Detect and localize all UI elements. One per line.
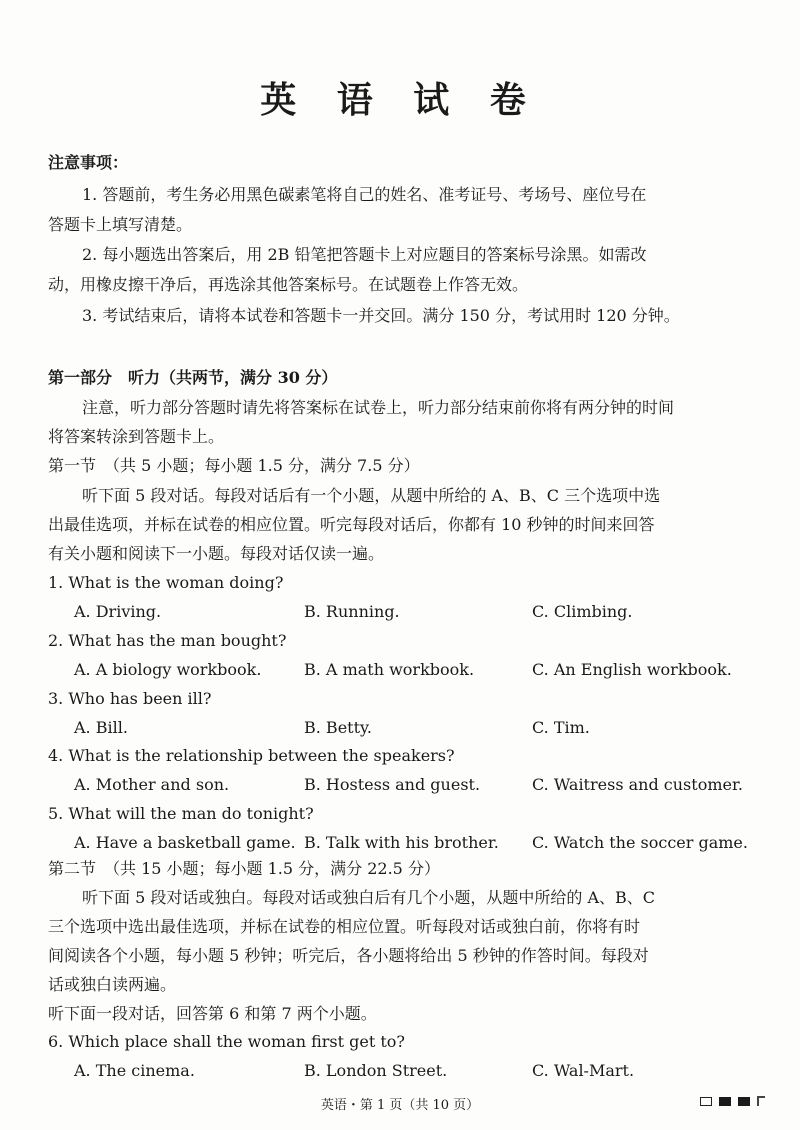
part1-note: 注意，听力部分答题时请先将答案标在试卷上，听力部分结束前你将有两分钟的时间 bbox=[82, 398, 675, 417]
q5-option-b: B. Talk with his brother. bbox=[304, 833, 499, 852]
notice-item-2: 2. 每小题选出答案后，用 2B 铅笔把答题卡上对应题目的答案标号涂黑。如需改 bbox=[82, 245, 647, 264]
page-footer: 英语・第 1 页（共 10 页） bbox=[320, 1098, 480, 1113]
q4-option-a: A. Mother and son. bbox=[74, 775, 230, 794]
section2-instructions-4: 话或独白读两遍。 bbox=[48, 975, 177, 994]
page-title: 英 语 试 卷 bbox=[260, 79, 540, 121]
question-2: 2. What has the man bought? bbox=[48, 631, 287, 650]
question-1: 1. What is the woman doing? bbox=[48, 573, 284, 592]
q6-option-c: C. Wal-Mart. bbox=[532, 1061, 635, 1080]
q6-option-b: B. London Street. bbox=[304, 1061, 448, 1080]
section1-instructions-cont: 出最佳选项，并标在试卷的相应位置。听完每段对话后，你都有 10 秒钟的时间来回答 bbox=[48, 515, 655, 534]
q1-option-c: C. Climbing. bbox=[532, 602, 633, 621]
filled-square-mark bbox=[719, 1097, 731, 1106]
registration-marks bbox=[700, 1096, 765, 1106]
section2-instructions-3: 间阅读各个小题，每小题 5 秒钟；听完后，各小题将给出 5 秒钟的作答时间。每段对 bbox=[48, 946, 649, 965]
section1-heading: 第一节 （共 5 小题；每小题 1.5 分，满分 7.5 分） bbox=[48, 456, 420, 475]
notice-item-2-cont: 动，用橡皮擦干净后，再选涂其他答案标号。在试题卷上作答无效。 bbox=[48, 275, 529, 294]
q5-option-a: A. Have a basketball game. bbox=[74, 833, 296, 852]
notice-heading: 注意事项： bbox=[48, 153, 129, 172]
section1-instructions-end: 有关小题和阅读下一小题。每段对话仅读一遍。 bbox=[48, 544, 385, 563]
question-5: 5. What will the man do tonight? bbox=[48, 804, 314, 823]
section2-instructions-2: 三个选项中选出最佳选项，并标在试卷的相应位置。听每段对话或独白前，你将有时 bbox=[48, 917, 641, 936]
q4-option-c: C. Waitress and customer. bbox=[532, 775, 743, 794]
q3-option-b: B. Betty. bbox=[304, 718, 373, 737]
section1-instructions: 听下面 5 段对话。每段对话后有一个小题，从题中所给的 A、B、C 三个选项中选 bbox=[82, 486, 661, 505]
notice-item-3: 3. 考试结束后，请将本试卷和答题卡一并交回。满分 150 分，考试用时 120 分钟。 bbox=[82, 306, 680, 325]
question-6: 6. Which place shall the woman first get to? bbox=[48, 1032, 405, 1051]
open-square-mark bbox=[700, 1097, 712, 1106]
q2-option-a: A. A biology workbook. bbox=[74, 660, 262, 679]
question-4: 4. What is the relationship between the speakers? bbox=[48, 746, 455, 765]
q3-option-c: C. Tim. bbox=[532, 718, 590, 737]
part1-note-cont: 将答案转涂到答题卡上。 bbox=[48, 427, 225, 446]
filled-square-mark bbox=[738, 1097, 750, 1106]
notice-item-1: 1. 答题前，考生务必用黑色碳素笔将自己的姓名、准考证号、考场号、座位号在 bbox=[82, 185, 647, 204]
question-3: 3. Who has been ill? bbox=[48, 689, 212, 708]
part1-heading: 第一部分 听力（共两节，满分 30 分） bbox=[48, 368, 338, 387]
corner-mark bbox=[757, 1096, 765, 1106]
q5-option-c: C. Watch the soccer game. bbox=[532, 833, 748, 852]
q6-option-a: A. The cinema. bbox=[74, 1061, 195, 1080]
notice-item-1-cont: 答题卡上填写清楚。 bbox=[48, 215, 193, 234]
section2-heading: 第二节 （共 15 小题；每小题 1.5 分，满分 22.5 分） bbox=[48, 859, 440, 878]
section2-instructions: 听下面 5 段对话或独白。每段对话或独白后有几个小题，从题中所给的 A、B、C bbox=[82, 888, 655, 907]
q2-option-c: C. An English workbook. bbox=[532, 660, 732, 679]
q1-option-a: A. Driving. bbox=[74, 602, 162, 621]
q4-option-b: B. Hostess and guest. bbox=[304, 775, 481, 794]
q2-option-b: B. A math workbook. bbox=[304, 660, 475, 679]
q1-option-b: B. Running. bbox=[304, 602, 400, 621]
q3-option-a: A. Bill. bbox=[74, 718, 128, 737]
section2-sub-instruction: 听下面一段对话，回答第 6 和第 7 两个小题。 bbox=[48, 1004, 377, 1023]
